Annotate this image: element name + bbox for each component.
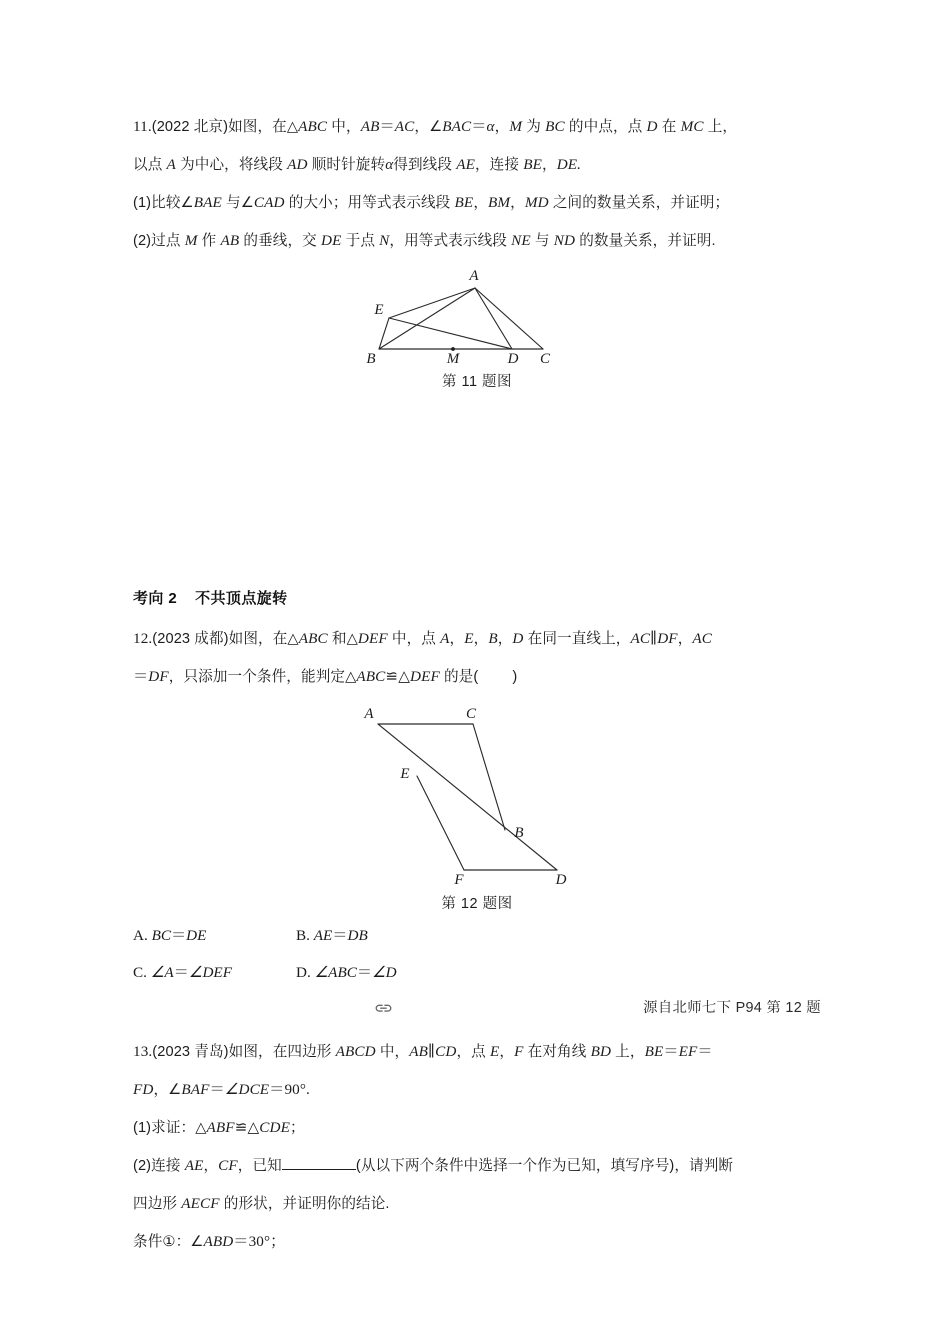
q11-p2-t4: 于点 [341,233,380,249]
q12-df: DF [657,630,678,647]
q13-t2: 中， [375,1044,410,1060]
q11-abc: ABC [298,118,328,135]
q11-t4: ， [494,119,510,135]
q11-source: (2022 北京) [151,119,229,135]
q11-t1: 如图，在△ [228,119,299,135]
q11-alpha: α [486,118,495,135]
q11-p1-t3: 的大小；用等式表示线段 [284,195,455,211]
q12-pt-e: E [464,630,474,647]
figure-11-label-M: M [446,351,460,367]
q13-be: BE [644,1043,664,1060]
q12-pt-d: D [512,630,524,647]
q11-line-2 [133,146,821,184]
q12-option-C[interactable] [133,954,296,991]
q12-option-C-key: C. [133,964,147,981]
q11-l2-t6: ， [541,157,557,173]
figure-11-label-D: D [507,351,519,367]
q11-p1-bm: BM [488,194,511,211]
q12-pt-a: A [440,630,450,647]
q13-part-1 [133,1109,821,1147]
q11-l2-de: DE. [556,156,582,173]
q13-line-2 [133,1071,821,1109]
q11-p2-ab: AB [220,232,240,249]
q11-t7: 在 [657,119,681,135]
q12-option-A[interactable] [133,917,296,954]
q12-option-B-eq: ＝ [332,927,348,944]
q12-option-B[interactable] [296,917,368,954]
q11-eq2: ＝ [471,118,487,135]
q13-t5: 在对角线 [523,1044,591,1060]
section-heading [133,587,821,608]
q11-m: M [509,118,523,135]
q11-l2-t1: 以点 [133,157,167,173]
q13-l2-eq2: ＝ [269,1081,285,1098]
q13-line-1 [133,1033,821,1071]
q11-d: D [646,118,658,135]
q11-l2-ae: AE [456,156,475,173]
q12-option-A-lhs: BC [151,927,171,944]
q11-p2-nd: ND [553,232,576,249]
q13-p2-t3: ，已知 [237,1158,282,1174]
figure-12-drawing [347,702,607,888]
question-13 [133,1033,821,1261]
q11-p2-ne: NE [511,232,531,249]
q11-p1-t1: (1)比较∠ [133,195,194,211]
q12-l2-t2: 的是( [439,669,479,685]
q12-t5: ， [473,631,489,647]
q11-t5: 为 [522,119,546,135]
q12-t1: 如图，在△ [228,631,299,647]
q11-p2-t6: 与 [530,233,554,249]
q11-p1-bae: BAE [193,194,222,211]
q13-t4: ， [499,1044,515,1060]
question-11 [133,108,821,391]
figure-12-label-D: D [555,872,567,888]
q12-t7: 在同一直线上， [523,631,631,647]
q12-option-A-key: A. [133,927,148,944]
question-12 [133,620,821,1023]
q13-p2-ae: AE [184,1157,204,1174]
figure-12-label-B: B [514,825,524,841]
q12-l2-df: DF [148,668,169,685]
q13-p2-l2-t2: 的形状，并证明你的结论. [219,1196,390,1212]
q11-number: 11. [133,118,152,135]
q11-bac: BAC [442,118,472,135]
q12-option-C-rhs: ∠DEF [188,964,232,981]
q11-l2-t3: 顺时针旋转 [307,157,386,173]
q12-triangle-sym: △ [398,668,410,685]
q13-pt-f: F [514,1043,524,1060]
q12-option-D[interactable] [296,954,397,991]
q13-p1-tri: △ [247,1119,260,1136]
page-content [133,108,821,1261]
q12-source-note[interactable] [133,993,821,1023]
q12-option-D-lhs: ∠ABC [314,964,357,981]
q11-p2-t7: 的数量关系，并证明. [575,233,716,249]
figure-11 [133,266,821,391]
q13-p2-t2: ， [203,1158,219,1174]
q13-ef: EF [678,1043,698,1060]
figure-12 [133,702,821,913]
q12-line-1 [133,620,821,658]
q11-l2-be: BE [523,156,542,173]
q13-p1-cde: CDE [259,1119,290,1136]
vertical-spacer [133,391,821,587]
q11-p2-t3: 的垂线，交 [239,233,322,249]
q11-eq1: ＝ [379,118,395,135]
q13-p2-l2-t1: 四边形 [133,1196,182,1212]
q12-option-B-rhs: DB [347,927,368,944]
q11-p1-t6: 之间的数量关系，并证明； [548,195,730,211]
section-heading-label: 考向 2 [133,590,178,607]
q12-eq: ＝ [133,668,149,685]
q12-options-row-1 [133,917,821,954]
q13-degrees: 90°. [284,1081,310,1098]
q13-cd: CD [435,1043,457,1060]
figure-11-label-B: B [366,351,376,367]
q11-l2-alpha: α [385,156,394,173]
q11-ac: AC [394,118,415,135]
q13-bd: BD [590,1043,612,1060]
q13-fd: FD [133,1081,154,1098]
q13-eq1: ＝ [663,1043,679,1060]
q13-baf: BAF [181,1081,210,1098]
q13-abcd: ABCD [335,1043,376,1060]
q12-option-D-eq: ＝ [356,964,373,981]
link-icon [374,1001,393,1016]
q12-source-note-text: 源自北师七下 P94 第 12 题 [643,1000,821,1016]
q13-ab: AB [409,1043,429,1060]
q11-l2-A: A [166,156,176,173]
q12-abc: ABC [298,630,328,647]
figure-11-label-C: C [539,351,551,367]
q11-p1-t2: 与∠ [221,195,254,211]
q13-cond1-val: 30°； [248,1233,286,1250]
q12-l2-t1: ，只添加一个条件，能判定△ [168,669,357,685]
figure-11-label-A: A [469,268,479,284]
figure-11-label-E: E [374,302,384,318]
q13-t1: 如图，在四边形 [228,1044,336,1060]
q11-t3: ，∠ [414,119,443,135]
q11-p1-md: MD [524,194,549,211]
figure-12-label-E: E [400,766,410,782]
q12-def: DEF [357,630,388,647]
figure-12-caption: 第 12 题图 [441,896,513,912]
q12-option-B-key: B. [296,927,310,944]
q13-dce: ∠DCE [224,1081,270,1098]
q12-option-D-key: D. [296,964,311,981]
q13-answer-blank[interactable] [282,1156,356,1170]
q11-line-1 [133,108,821,146]
q12-source: (2023 成都) [152,631,229,647]
q11-l2-ad: AD [287,156,308,173]
q12-t3: 中，点 [387,631,441,647]
q12-l2-abc: ABC [356,668,386,685]
q12-option-D-rhs: ∠D [372,964,397,981]
q13-p2-cf: CF [218,1157,238,1174]
q13-p1-abf: ABF [206,1119,235,1136]
q11-p1-t4: ， [473,195,489,211]
q12-t8: ， [677,631,693,647]
q11-l2-t5: ，连接 [474,157,524,173]
q12-line-2 [133,658,821,696]
q11-p2-n: N [379,232,390,249]
q13-p2-t1: (2)连接 [133,1158,185,1174]
q13-parallel: ∥ [428,1043,436,1060]
q13-p1-cong: ≌ [234,1119,248,1136]
q13-pt-e: E [490,1043,500,1060]
q11-p2-de: DE [321,232,342,249]
q11-p1-cad: CAD [253,194,285,211]
q12-pt-b: B [488,630,498,647]
q12-option-A-eq: ＝ [170,927,187,944]
q12-number: 12. [133,630,153,647]
q13-l2-eq: ＝ [209,1081,225,1098]
q12-l2-def: DEF [410,668,440,685]
q13-part-2-line-2 [133,1185,821,1223]
q12-t2: 和△ [327,631,358,647]
q11-l2-t2: 为中心，将线段 [175,157,288,173]
figure-12-label-A: A [364,706,374,722]
q12-option-A-rhs: DE [186,927,207,944]
q13-p2-t4: (从以下两个条件中选择一个作为已知，填写序号)，请判断 [355,1158,734,1174]
q13-cond1-abd: ABD [203,1233,234,1250]
q12-congruent: ≌ [385,668,399,685]
q11-part-2 [133,222,821,260]
q11-p2-t5: ，用等式表示线段 [389,233,512,249]
q11-t8: 上， [703,119,738,135]
figure-11-caption: 第 11 题图 [441,374,513,390]
q12-t4: ， [449,631,465,647]
q13-p1-t2: ； [289,1120,305,1136]
q12-l2-t3: ) [512,669,518,685]
q11-t2: 中， [327,119,361,135]
q12-option-C-lhs: ∠A [150,964,174,981]
q11-ab: AB [360,118,380,135]
q11-p2-t2: 作 [197,233,221,249]
q11-l2-t4: 得到线段 [393,157,457,173]
q11-p1-be: BE [454,194,474,211]
q11-p2-t1: (2)过点 [133,233,185,249]
q12-option-B-lhs: AE [313,927,333,944]
q13-cond1-t1: 条件①：∠ [133,1234,204,1250]
q12-t6: ， [497,631,513,647]
figure-11-drawing [347,266,607,367]
q11-p2-m: M [184,232,198,249]
q13-p2-aecf: AECF [181,1195,220,1212]
q13-t3: ，点 [456,1044,490,1060]
q11-bc: BC [545,118,565,135]
q12-option-C-eq: ＝ [173,964,189,981]
q13-p1-t1: (1)求证：△ [133,1120,207,1136]
figure-12-label-F: F [454,872,464,888]
q13-cond1-eq: ＝ [233,1233,249,1250]
q13-t6: 上， [611,1044,645,1060]
q13-eq2: ＝ [697,1043,713,1060]
q13-part-2-line-1 [133,1147,821,1185]
q13-number: 13. [133,1043,153,1060]
q11-t6: 的中点，点 [564,119,647,135]
q11-part-1 [133,184,821,222]
q11-mc: MC [680,118,704,135]
section-heading-title: 不共顶点旋转 [195,590,288,607]
q12-ac2: AC [692,630,712,647]
q12-parallel-1: ∥ [650,630,658,647]
q12-ac: AC [630,630,651,647]
q13-l2-t1: ，∠ [153,1082,182,1098]
q13-condition-1 [133,1223,821,1261]
q13-source: (2023 青岛) [152,1044,229,1060]
q11-p1-t5: ， [510,195,525,211]
q12-options-row-2 [133,954,821,991]
figure-12-label-C: C [465,706,477,722]
